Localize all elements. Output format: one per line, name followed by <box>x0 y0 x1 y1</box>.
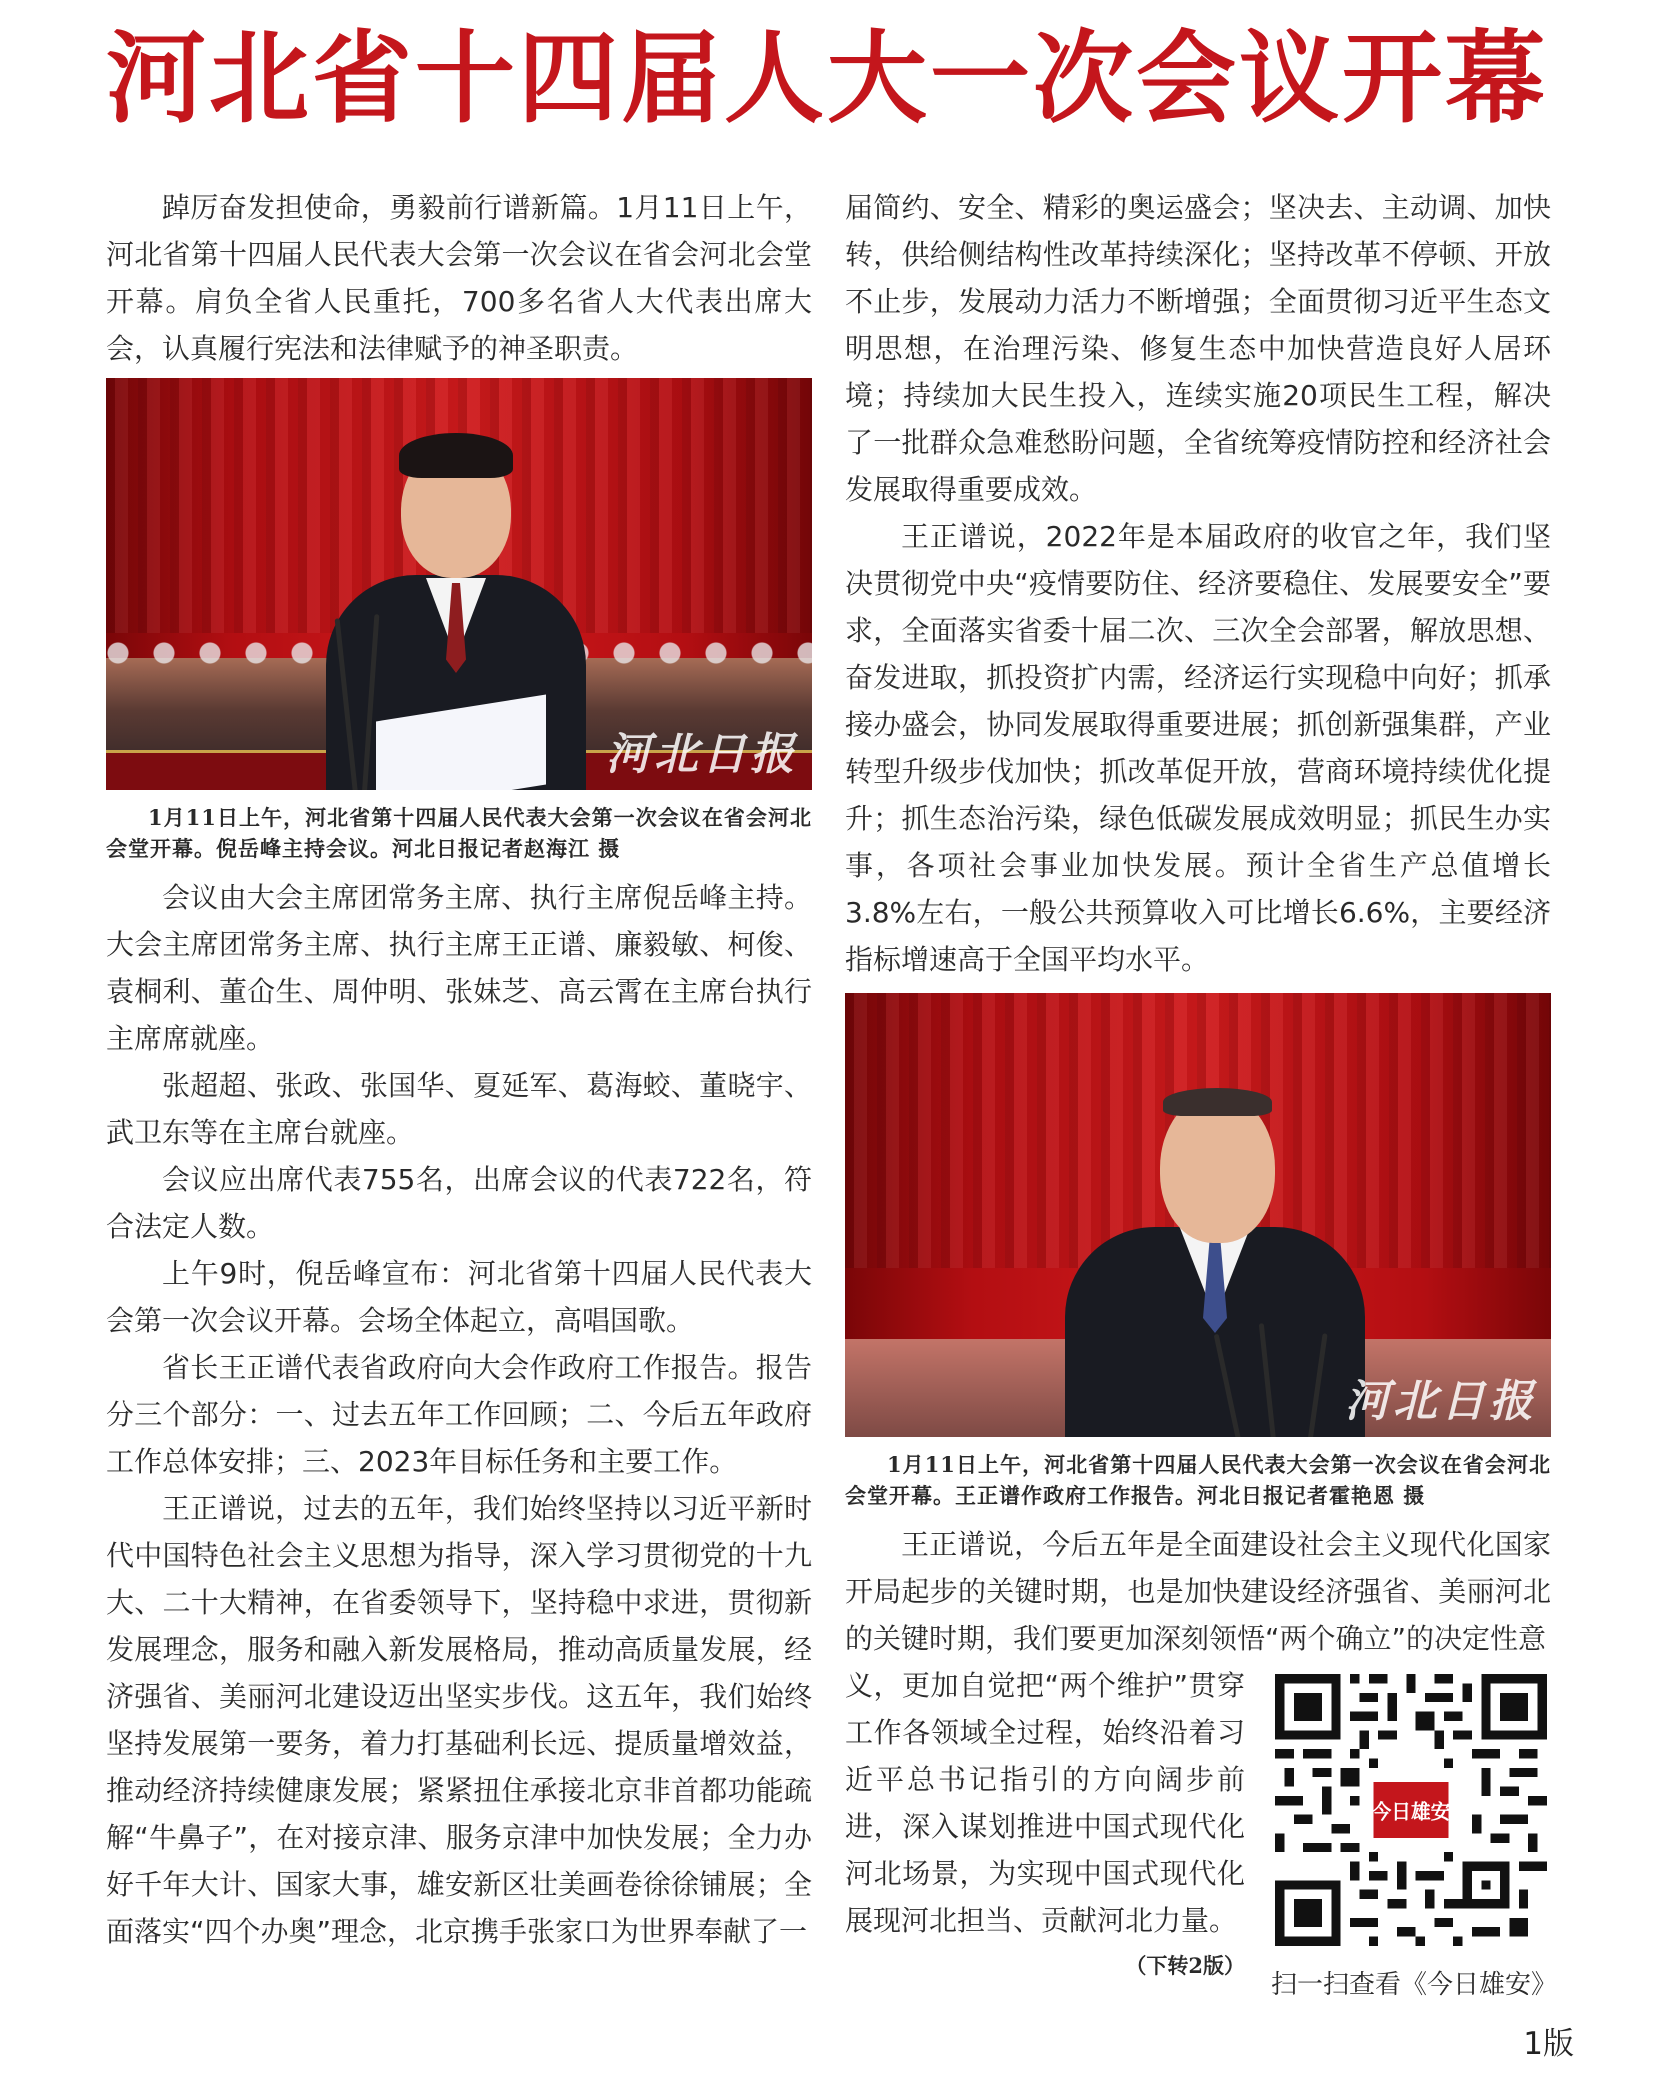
paragraph: 王正谱说，2022年是本届政府的收官之年，我们坚决贯彻党中央“疫情要防住、经济要稳住、发展要安全”要求，全面落实省委十届二次、三次全会部署，解放思想、奋发进取，抓投资扩内需，经济运行实现稳中向好；抓承接办盛会，协同发展取得重要进展；抓创新强集群，产业转型升级步伐加快；抓改革促开放，营商环境持续优化提升；抓生态治污染，绿色低碳发展成效明显；抓民生办实事，各项社会事业加快发展。预计全省生产总值增长3.8%左右，一般公共预算收入可比增长6.6%，主要经济指标增速高于全国平均水平。 <box>845 520 1551 976</box>
qr-caption: 扫一扫查看《今日雄安》 <box>1271 1970 1558 2000</box>
photo-watermark: 河北日报 <box>1345 1376 1537 1427</box>
continued-paragraph: 届简约、安全、精彩的奥运盛会；坚决去、主动调、加快转，供给侧结构性改革持续深化；坚持改革不停顿、开放不止步，发展动力活力不断增强；全面贯彻习近平生态文明思想，在治理污染、修复生态中加快营造良好人居环境；持续加大民生投入，连续实施20项民生工程，解决了一批群众急难愁盼问题，全省统筹疫情防控和经济社会发展取得重要成效。 <box>845 191 1551 506</box>
paragraph: 会议应出席代表755名，出席会议的代表722名，符合法定人数。 <box>106 1163 812 1243</box>
paragraph: 王正谱说，今后五年是全面建设社会主义现代化国家开局起步的关键时期，也是加快建设经济强省、美丽河北的关键时期，我们要更加深刻领悟“两个确立”的决定性意 <box>845 1528 1551 1655</box>
paragraph: 上午9时，倪岳峰宣布：河北省第十四届人民代表大会第一次会议开幕。会场全体起立，高唱国歌。 <box>106 1257 812 1337</box>
qr-section <box>845 1662 1558 2001</box>
turn-note: （下转2版） <box>1125 1953 1245 1978</box>
qr-code[interactable] <box>1275 1674 1547 1946</box>
right-column <box>845 184 1558 2001</box>
page-number: 1版 <box>1523 2026 1574 2062</box>
paragraph: 王正谱说，过去的五年，我们始终坚持以习近平新时代中国特色社会主义思想为指导，深入学习贯彻党的十九大、二十大精神，在省委领导下，坚持稳中求进，贯彻新发展理念，服务和融入新发展格局，推动高质量发展，经济强省、美丽河北建设迈出坚实步伐。这五年，我们始终坚持发展第一要务，着力打基础利长远、提质量增效益，推动经济持续健康发展；紧紧扭住承接北京非首都功能疏解“牛鼻子”，在对接京津、服务京津中加快发展；全力办好千年大计、国家大事，雄安新区壮美画卷徐徐铺展；全面落实“四个办奥”理念，北京携手张家口为世界奉献了一 <box>106 1492 812 1948</box>
paragraph: 会议由大会主席团常务主席、执行主席倪岳峰主持。大会主席团常务主席、执行主席王正谱、廉毅敏、柯俊、袁桐利、董仚生、周仲明、张妹芝、高云霄在主席台执行主席席就座。 <box>106 881 812 1055</box>
photo-caption: 1月11日上午，河北省第十四届人民代表大会第一次会议在省会河北会堂开幕。王正谱作政府工作报告。河北日报记者霍艳恩 摄 <box>845 1452 1551 1508</box>
paragraph: 张超超、张政、张国华、夏延军、葛海蛟、董晓宇、武卫东等在主席台就座。 <box>106 1069 812 1149</box>
qr-center-label: 今日雄安 <box>1371 1800 1451 1824</box>
photo-watermark: 河北日报 <box>606 729 798 780</box>
intro-paragraph: 踔厉奋发担使命，勇毅前行谱新篇。1月11日上午，河北省第十四届人民代表大会第一次会议在省会河北会堂开幕。肩负全省人民重托，700多名省人大代表出席大会，认真履行宪法和法律赋予的神圣职责。 <box>106 191 812 365</box>
photo-wang-zhengpu <box>845 993 1551 1437</box>
photo-ni-yuefeng <box>106 378 812 790</box>
paragraph-continued: 义，更加自觉把“两个维护”贯穿工作各领域全过程，始终沿着习近平总书记指引的方向阔步前进，深入谋划推进中国式现代化河北场景，为实现中国式现代化展现河北担当、贡献河北力量。 <box>845 1669 1245 1937</box>
photo-caption: 1月11日上午，河北省第十四届人民代表大会第一次会议在省会河北会堂开幕。倪岳峰主持会议。河北日报记者赵海江 摄 <box>106 805 812 861</box>
left-column <box>106 184 812 1955</box>
paragraph: 省长王正谱代表省政府向大会作政府工作报告。报告分三个部分：一、过去五年工作回顾；二、今后五年政府工作总体安排；三、2023年目标任务和主要工作。 <box>106 1351 812 1478</box>
qr-block <box>1271 1662 1558 2001</box>
headline: 河北省十四届人大一次会议开幕 <box>106 19 1548 137</box>
